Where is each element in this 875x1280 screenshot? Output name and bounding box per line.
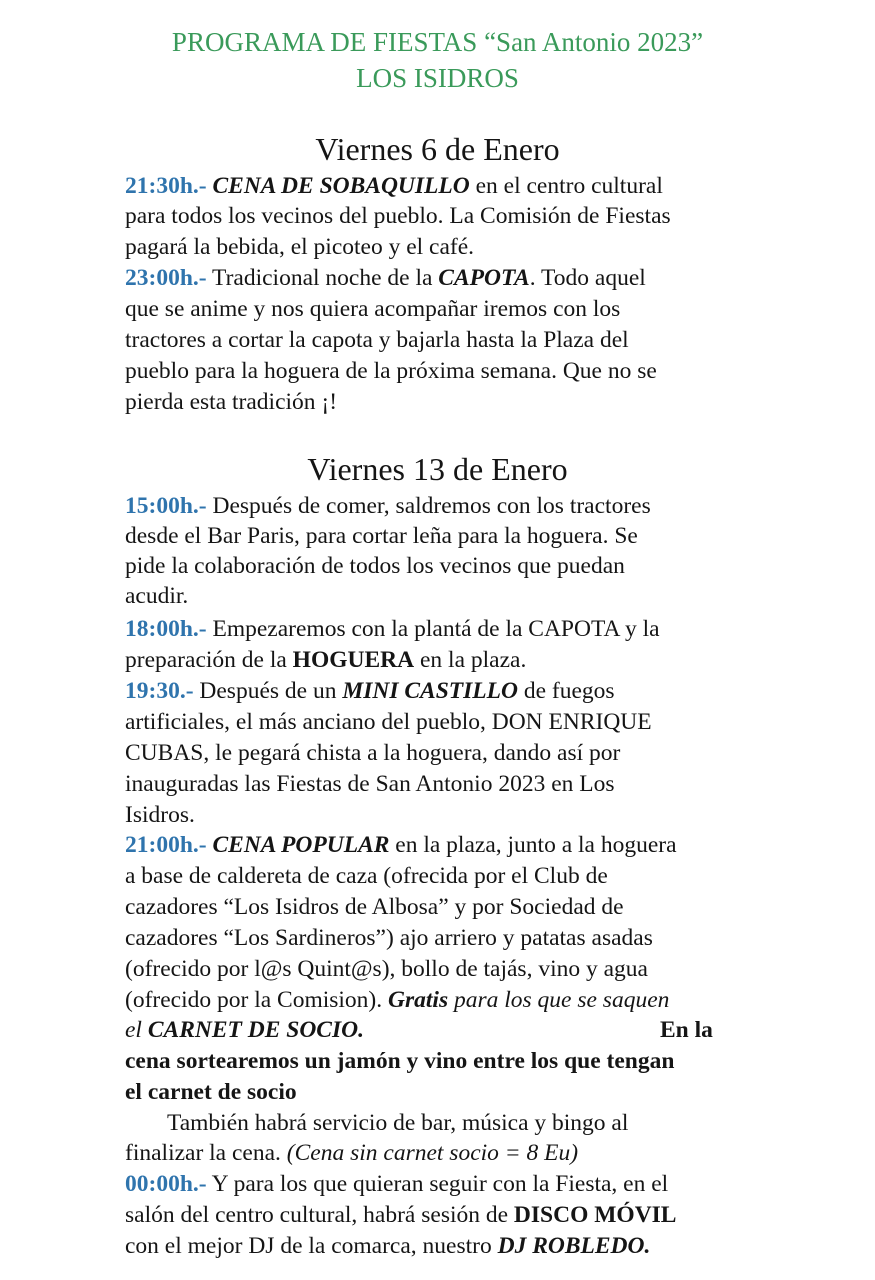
event-line: acudir. (125, 583, 189, 609)
event-text: de fuegos (517, 678, 615, 704)
event-line: Isidros. (125, 802, 195, 828)
event-highlight: DISCO MÓVIL (513, 1202, 677, 1228)
event-highlight: DJ ROBLEDO. (497, 1233, 651, 1259)
program-subtitle: LOS ISIDROS (356, 63, 519, 93)
day-heading-viernes-6: Viernes 6 de Enero (315, 131, 560, 167)
event-line (125, 830, 677, 860)
event-line: (ofrecido por l@s Quint@s), bollo de tajás, vino y agua (125, 956, 648, 982)
event-text: . Todo aquel (529, 265, 646, 291)
event-line: También habrá servicio de bar, música y bingo al (167, 1110, 629, 1136)
event-text: en la plaza. (414, 647, 527, 673)
event-line: desde el Bar Paris, para cortar leña para la hoguera. Se (125, 523, 638, 549)
event-line (125, 1169, 668, 1199)
event-text: Después de comer, saldremos con los tractores (206, 493, 651, 519)
event-time: 21:00h.- (125, 832, 207, 858)
event-line (125, 614, 660, 644)
event-line: artificiales, el más anciano del pueblo, DON ENRIQUE (125, 709, 652, 735)
event-line (125, 676, 615, 706)
event-text: para los que se saquen (448, 987, 670, 1013)
event-highlight: CARNET DE SOCIO. (147, 1017, 364, 1043)
event-line: que se anime y nos quiera acompañar iremos con los (125, 296, 621, 322)
event-line (125, 171, 663, 201)
event-line: cazadores “Los Isidros de Albosa” y por Sociedad de (125, 894, 624, 920)
day-heading-viernes-13: Viernes 13 de Enero (307, 451, 568, 487)
event-time: 23:00h.- (125, 265, 207, 291)
event-highlight: CENA DE SOBAQUILLO (212, 173, 470, 199)
event-line: pide la colaboración de todos los vecinos que puedan (125, 553, 625, 579)
event-text: en la plaza, junto a la hoguera (389, 832, 677, 858)
event-text: Después de un (193, 678, 343, 704)
event-line: En la (660, 1017, 713, 1043)
event-line: CUBAS, le pegará chista a la hoguera, dando así por (125, 740, 621, 766)
event-line (125, 1138, 578, 1168)
event-time: 19:30.- (125, 678, 194, 704)
event-time: 00:00h.- (125, 1171, 207, 1197)
event-text: en el centro cultural (469, 173, 663, 199)
event-line: cazadores “Los Sardineros”) ajo arriero y patatas asadas (125, 925, 653, 951)
event-line: el carnet de socio (125, 1079, 297, 1105)
event-line: para todos los vecinos del pueblo. La Comisión de Fiestas (125, 203, 671, 229)
event-text: Empezaremos con la plantá de la CAPOTA y la (206, 616, 660, 642)
event-text: (ofrecido por la Comision). (125, 987, 389, 1013)
event-text: preparación de la (125, 647, 293, 673)
event-time: 18:00h.- (125, 616, 207, 642)
event-line (125, 1015, 364, 1045)
event-time: 15:00h.- (125, 493, 207, 519)
event-line: cena sortearemos un jamón y vino entre los que tengan (125, 1048, 675, 1074)
event-time: 21:30h.- (125, 173, 207, 199)
event-line: pagará la bebida, el picoteo y el café. (125, 234, 475, 260)
event-line (125, 263, 646, 293)
event-line: inauguradas las Fiestas de San Antonio 2023 en Los (125, 771, 615, 797)
program-title: PROGRAMA DE FIESTAS “San Antonio 2023” (171, 27, 704, 57)
event-line (125, 985, 669, 1015)
event-text: finalizar la cena. (125, 1140, 287, 1166)
event-highlight: MINI CASTILLO (342, 678, 518, 704)
event-line: a base de caldereta de caza (ofrecida por el Club de (125, 863, 608, 889)
event-text: Y para los que quieran seguir con la Fiesta, en el (206, 1171, 669, 1197)
event-line (125, 645, 526, 675)
event-line (125, 1200, 676, 1230)
event-text: con el mejor DJ de la comarca, nuestro (125, 1233, 498, 1259)
event-line: tractores a cortar la capota y bajarla hasta la Plaza del (125, 327, 629, 353)
event-text: Tradicional noche de la (206, 265, 439, 291)
event-line (125, 1231, 650, 1261)
event-line: pierda esta tradición ¡! (125, 389, 338, 415)
event-highlight: CENA POPULAR (212, 832, 390, 858)
event-note: (Cena sin carnet socio = 8 Eu) (286, 1140, 579, 1166)
event-line (125, 491, 651, 521)
event-line: pueblo para la hoguera de la próxima semana. Que no se (125, 358, 657, 384)
event-highlight: CAPOTA (438, 265, 530, 291)
event-highlight: Gratis (388, 987, 449, 1013)
event-text: salón del centro cultural, habrá sesión de (125, 1202, 514, 1228)
event-highlight: HOGUERA (292, 647, 415, 673)
event-text: el (125, 1017, 148, 1043)
